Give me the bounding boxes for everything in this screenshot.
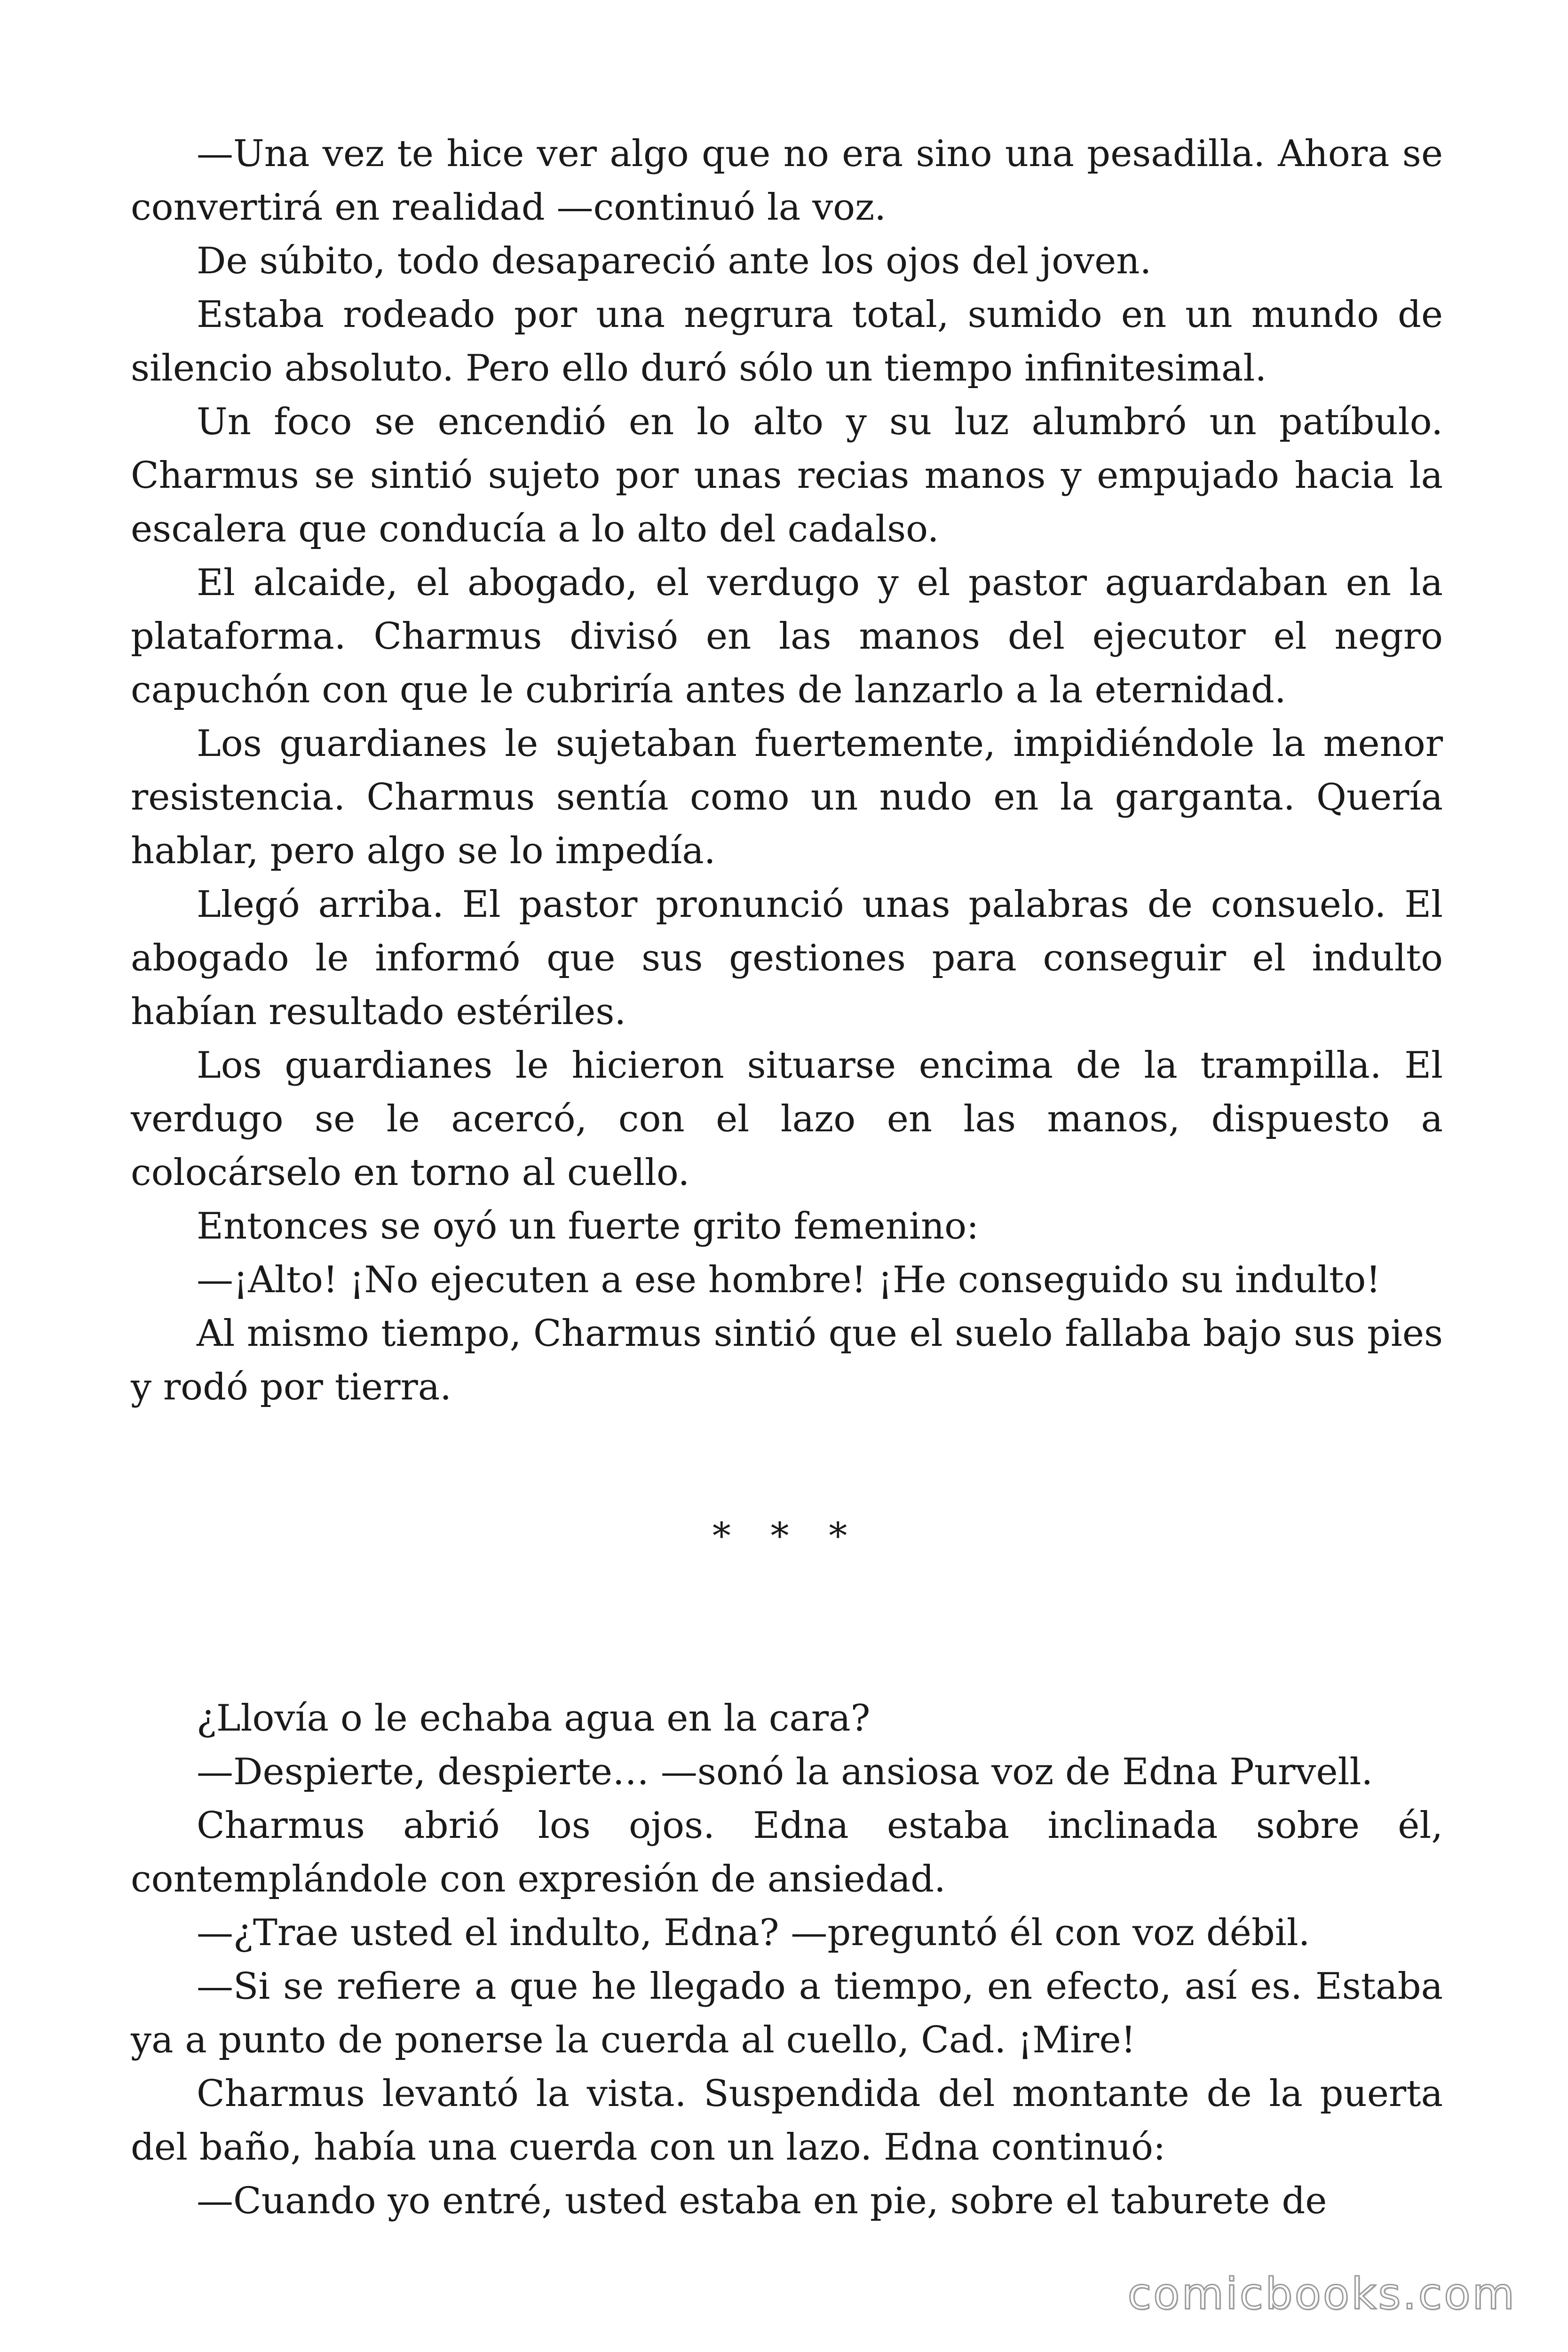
paragraph: Entonces se oyó un fuerte grito femenino: (197, 1205, 979, 1248)
paragraph: Al mismo tiempo, Charmus sintió que el suelo fallaba bajo sus pies y rodó por tierra. (131, 1312, 1443, 1408)
paragraph: —Cuando yo entré, usted estaba en pie, sobre el taburete de (197, 2180, 1327, 2222)
section-separator: * * * (712, 1515, 862, 1557)
paragraph: El alcaide, el abogado, el verdugo y el pastor aguardaban en la plataforma. Charmus divisó en las manos del ejecutor el negro capuchón con que le cubriría antes de lanzarlo a la eternidad. (131, 562, 1443, 711)
paragraph: Charmus abrió los ojos. Edna estaba inclinada sobre él, contemplándole con expresión de ansiedad. (131, 1804, 1443, 1900)
paragraph: —Despierte, despierte… —sonó la ansiosa voz de Edna Purvell. (197, 1751, 1373, 1793)
text-block-2 (131, 1692, 1443, 2228)
paragraph: ¿Llovía o le echaba agua en la cara? (197, 1697, 871, 1740)
paragraph: Un foco se encendió en lo alto y su luz alumbró un patíbulo. Charmus se sintió sujeto por unas recias manos y empujado hacia la escalera que conducía a lo alto del cadalso. (131, 401, 1443, 550)
book-page (131, 127, 1443, 2228)
paragraph: —Una vez te hice ver algo que no era sino una pesadilla. Ahora se convertirá en realidad —continuó la voz. (131, 133, 1443, 229)
paragraph: Estaba rodeado por una negrura total, sumido en un mundo de silencio absoluto. Pero ello duró sólo un tiempo infinitesimal. (131, 294, 1443, 389)
paragraph: De súbito, todo desapareció ante los ojos del joven. (197, 240, 1152, 282)
paragraph: Llegó arriba. El pastor pronunció unas palabras de consuelo. El abogado le informó que sus gestiones para conseguir el indulto habían resultado estériles. (131, 883, 1443, 1033)
text-block-1 (131, 127, 1443, 1414)
paragraph: Charmus levantó la vista. Suspendida del montante de la puerta del baño, había una cuerda con un lazo. Edna continuó: (131, 2073, 1443, 2169)
paragraph: —Si se refiere a que he llegado a tiempo, en efecto, así es. Estaba ya a punto de ponerse la cuerda al cuello, Cad. ¡Mire! (131, 1965, 1443, 2061)
paragraph: —¿Trae usted el indulto, Edna? —preguntó él con voz débil. (197, 1912, 1310, 1954)
paragraph: Los guardianes le hicieron situarse encima de la trampilla. El verdugo se le acercó, con el lazo en las manos, dispuesto a colocárselo en torno al cuello. (131, 1044, 1443, 1194)
watermark-text: comicbooks.com (1127, 2269, 1516, 2319)
paragraph: Los guardianes le sujetaban fuertemente, impidiéndole la menor resistencia. Charmus sentía como un nudo en la garganta. Quería hablar, pero algo se lo impedía. (131, 723, 1443, 872)
paragraph: —¡Alto! ¡No ejecuten a ese hombre! ¡He conseguido su indulto! (197, 1259, 1381, 1301)
